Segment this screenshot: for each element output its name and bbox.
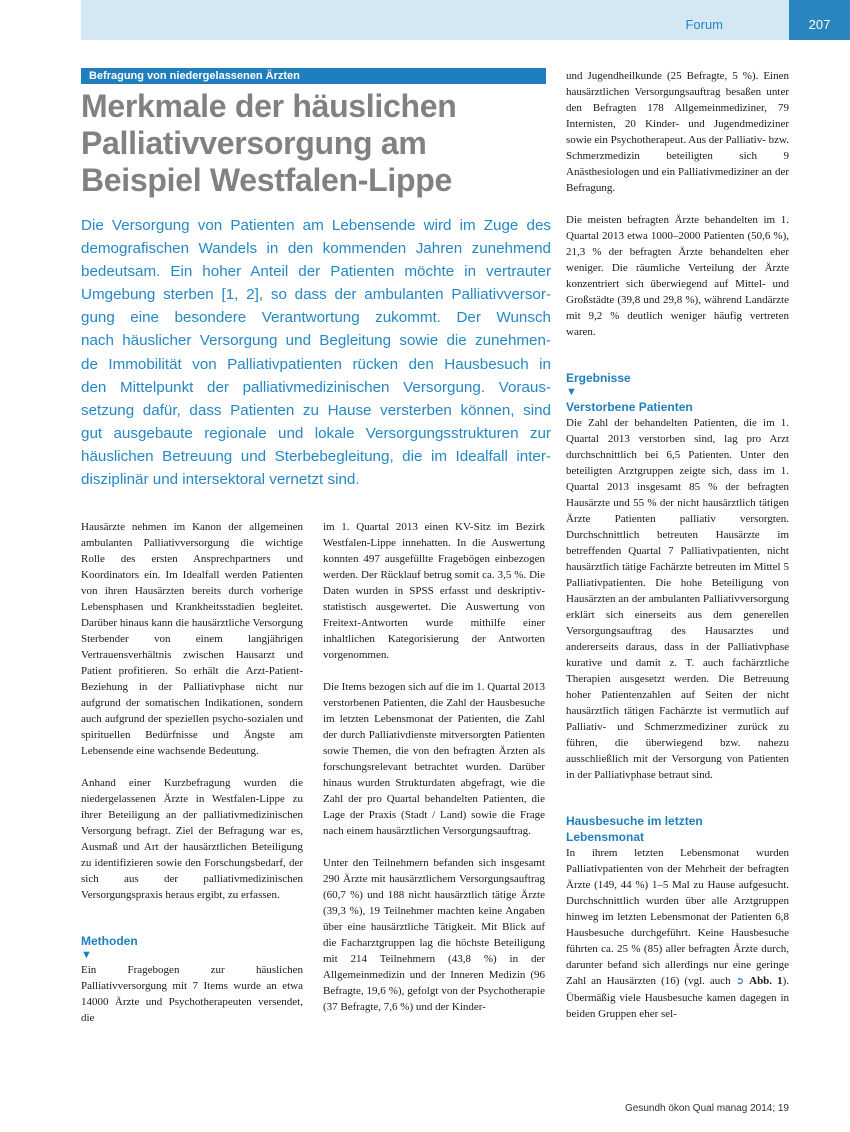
- lead-line: den Mittelpunkt der palliativmedizinischen Versorgung. Voraus-: [81, 378, 551, 396]
- body-column-2: [323, 519, 545, 1015]
- body-paragraph: Die meisten befragten Ärzte behandelten im 1. Quartal 2013 etwa 1000–2000 Patienten (50,6 %), 21,3 % der befragten Ärzte behandelten eher weniger. Die räumliche Verteilung der Ärzte konzentriert sich überwiegend auf Mittel- und Großstädte (39,8 und 29,8 %), während Landärzte mit 9,2 % deutlich weniger häufig vertreten waren.: [566, 214, 789, 338]
- text-run: In ihrem letzten Lebensmonat wurden Palliativpatienten von der Mehrheit der befragten Ärzte (149, 44 %) 1–5 Mal zu Hause aufgesucht. Durchschnittlich wurden über alle Arztgruppen hinweg im letzten Lebensmonat der Patienten 6,8 Hausbesuche durchgeführt. Keine Hausbesuche führten ca. 25 % (85) aller befragten Ärzte durch, darunter befand sich allerdings nur eine geringe Zahl an Hausärzten (16) (vgl. auch: [566, 847, 789, 987]
- page-number: 207: [808, 17, 831, 32]
- lead-line: gut ausgebaute regionale und lokale Versorgungsstrukturen zur: [81, 424, 551, 442]
- lead-line: disziplinär und intersektoral vernetzt sind.: [81, 471, 360, 489]
- subheading-line: Hausbesuche im letzten: [566, 814, 703, 828]
- section-marker-icon: ▼: [566, 386, 577, 398]
- section-heading-ergebnisse: Ergebnisse: [566, 371, 631, 385]
- title-line: Merkmale der häuslichen: [81, 88, 457, 124]
- body-column-3: [566, 68, 789, 1022]
- lead-line: Umgebung sterben [1, 2], so dass der ambulanten Palliativversor-: [81, 286, 551, 304]
- header-bar: [81, 0, 789, 40]
- lead-line: setzung dafür, dass Patienten zu Hause versterben können, sind: [81, 401, 551, 419]
- lead-line: nach häuslicher Versorgung und Begleitung sowie die zunehmen-: [81, 332, 551, 350]
- section-heading-methoden: Methoden: [81, 934, 138, 948]
- lead-paragraph: [81, 214, 551, 491]
- article-title: [81, 88, 551, 199]
- section-label: Forum: [685, 17, 723, 32]
- lead-line: gung eine besondere Verantwortung zukommt. Der Wunsch: [81, 309, 551, 327]
- body-paragraph: und Jugendheilkunde (25 Befragte, 5 %). Einen hausärztlichen Versorgungsauftrag besaßen unter den Befragten 178 Allgemeinmediziner, 79 Internisten, 20 Kinder- und Jugendmediziner sowie ein Psychotherapeut. Aus der Palliativ- bzw. Schmerzmedizin beteiligten sich 9 Anästhesiologen und ein Palliativmediziner an der Befragung.: [566, 70, 789, 194]
- body-paragraph: Hausärzte nehmen im Kanon der allgemeinen ambulanten Palliativversorgung die wichtige Rolle des ersten Ansprechpartners und Koordinators ein. Im Idealfall werden Patienten von ihren Hausärzten bereits durch vorherige Lebensphasen und Krankheitsstadien begleitet. Darüber hinaus kann die hausärztliche Versorgung Sterbender von einem langjährigen Vertrauensverhältnis zwischen Hausarzt und Patient profitieren. So erhält die Arzt-Patient-Beziehung in der Palliativphase nicht nur aufgrund der somatischen Indikationen, sondern auch aufgrund der speziellen psycho-sozialen und spirituellen Bedürfnisse und Ängste am Lebensende eine wachsende Bedeutung.: [81, 521, 303, 757]
- page-number-box: [789, 0, 850, 40]
- body-paragraph: Ein Fragebogen zur häuslichen Palliativversorgung mit 7 Items wurde an etwa 14000 Ärzte und Psychotherapeuten versendet, die: [81, 964, 303, 1024]
- lead-line: bedeutsam. Ein hoher Anteil der Patienten möchte in vertrauter: [81, 263, 551, 281]
- subheading-hausbesuche: [566, 813, 789, 845]
- body-paragraph: im 1. Quartal 2013 einen KV-Sitz im Bezirk Westfalen-Lippe innehatten. In die Auswertung konnten 497 ausgefüllte Fragebögen einbezogen werden. Der Rücklauf betrug somit ca. 3,5 %. Die Daten wurden in SPSS erfasst und deskriptiv-statistisch ausgewertet. Die Auswertung von Freitext-Antworten wurde mithilfe einer inhaltlichen Kategorisierung der Antworten vorgenommen.: [323, 521, 545, 661]
- title-line: Beispiel Westfalen-Lippe: [81, 162, 452, 198]
- body-paragraph: Anhand einer Kurzbefragung wurden die niedergelassenen Ärzte in Westfalen-Lippe zu ihrer Beteiligung an der palliativmedizinischen Versorgung befragt. Ziel der Befragung war es, Ausmaß und Art der hausärztlichen Beteiligung zu identifizieren sowie den Forschungsbedarf, der sich aus der palliativmedizinischen Versorgungspraxis heraus ergibt, zu erfassen.: [81, 777, 303, 901]
- figure-reference-arrow-icon: ➲: [735, 976, 745, 987]
- body-paragraph: Die Zahl der behandelten Patienten, die im 1. Quartal 2013 verstorben sind, lag pro Arzt durchschnittlich bei 6,5 Patienten. Unter den beteiligten Arztgruppen zeigte sich, dass im 1. Quartal 2013 insgesamt 85 % der befragten Hausärzte und 55 % der nicht hausärztlich tätigen Ärzte Patienten palliativ versorgten. Durchschnittlich betreuten Hausärzte im betreffenden Quartal 7 Palliativpatienten, nicht hausärztlich tätige Fachärzte betreuten im Mittel 5 Palliativpatienten. Die hohe Beteiligung von Hausärzten an der ambulanten Palliativversorgung erklärt sich einerseits aus dem generellen Versorgungsauftrag des Hausarztes und andererseits daraus, dass in der Palliativphase kurative und damit z. T. auch fachärztliche Therapien ausgesetzt werden. Die Betreuung hoher Patientenzahlen auf Seiten der nicht hausärztlich tätigen Fachärzte ist vermutlich auf Palliativ- und Schmerzmediziner zurück zu führen, die überwiegend bzw. nahezu ausschließlich mit der Versorgung von Patienten in der Palliativphase betraut sind.: [566, 417, 789, 781]
- text-run: ). Übermäßig viele Hausbesuche kamen dagegen in beiden Gruppen eher sel-: [566, 975, 789, 1020]
- body-column-1: [81, 519, 303, 1026]
- body-paragraph: [566, 845, 789, 1022]
- section-marker-icon: ▼: [81, 949, 92, 961]
- title-line: Palliativversorgung am: [81, 125, 427, 161]
- subheading-verstorbene-patienten: Verstorbene Patienten: [566, 400, 693, 414]
- journal-citation-footer: Gesundh ökon Qual manag 2014; 19: [624, 1103, 789, 1114]
- figure-reference-link[interactable]: Abb. 1: [749, 975, 783, 987]
- lead-line: häuslichen Betreuung und Sterbebegleitung, die im Idealfall inter-: [81, 447, 551, 465]
- article-kicker: Befragung von niedergelassenen Ärzten: [81, 68, 546, 84]
- body-paragraph: Unter den Teilnehmern befanden sich insgesamt 290 Ärzte mit hausärztlichem Versorgungsauftrag (60,7 %) und 188 nicht hausärztlich tätige Ärzte (39,3 %), 19 Teilnehmer machten keine Angaben über eine hausärztliche Tätigkeit. Mit Blick auf die Facharztgruppen lag die höchste Beteiligung mit 214 Teilnehmern (43,8 %) in der Allgemeinmedizin und der Inneren Medizin (96 Befragte, 19,6 %), gefolgt von der Psychotherapie (37 Befragte, 7,6 %) und der Kinder-: [323, 857, 545, 1013]
- body-paragraph: Die Items bezogen sich auf die im 1. Quartal 2013 verstorbenen Patienten, die Zahl der Hausbesuche im letzten Lebensmonat der Patienten, die Zahl der durch Palliativdienste mitversorgten Patienten sowie Themen, die von den befragten Ärzten als forschungsrelevant betrachtet wurden. Darüber hinaus wurden Strukturdaten abgefragt, wie die Zahl der pro Quartal behandelten Patienten, die Lage der Praxis (Stadt / Land) sowie die Frage nach einem hausärztlichen Versorgungsauftrag.: [323, 681, 545, 837]
- lead-line: demografischen Wandels in den kommenden Jahren zunehmend: [81, 240, 551, 258]
- lead-line: Die Versorgung von Patienten am Lebensende wird im Zuge des: [81, 217, 551, 234]
- lead-line: de Immobilität von Palliativpatienten rücken den Hausbesuch in: [81, 355, 551, 373]
- subheading-line: Lebensmonat: [566, 830, 645, 844]
